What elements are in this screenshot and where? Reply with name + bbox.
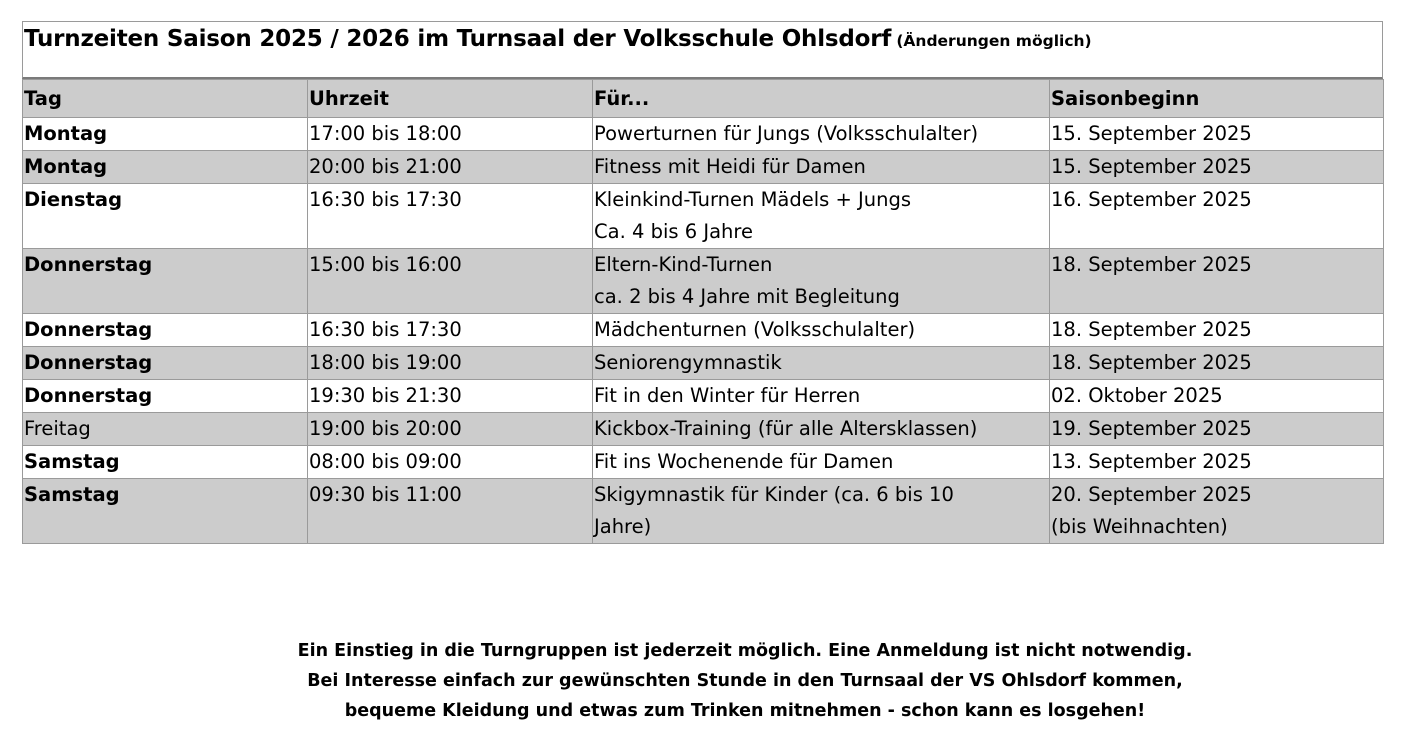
cell-fuer-line: Skigymnastik für Kinder (ca. 6 bis 10 bbox=[594, 483, 954, 506]
cell-tag: Donnerstag bbox=[23, 314, 308, 347]
cell-tag: Dienstag bbox=[23, 184, 308, 249]
cell-saisonbeginn bbox=[1050, 479, 1384, 544]
cell-tag: Donnerstag bbox=[23, 249, 308, 314]
cell-saisonbeginn-line: 18. September 2025 bbox=[1051, 253, 1252, 276]
cell-uhrzeit: 09:30 bis 11:00 bbox=[308, 479, 593, 544]
cell-tag: Donnerstag bbox=[23, 347, 308, 380]
cell-saisonbeginn bbox=[1050, 249, 1384, 314]
cell-saisonbeginn bbox=[1050, 184, 1384, 249]
cell-fuer bbox=[593, 151, 1050, 184]
cell-fuer-line: Fit in den Winter für Herren bbox=[594, 384, 861, 407]
cell-fuer-line: Powerturnen für Jungs (Volksschulalter) bbox=[594, 122, 979, 145]
cell-uhrzeit: 18:00 bis 19:00 bbox=[308, 347, 593, 380]
cell-fuer-line: Kleinkind-Turnen Mädels + Jungs bbox=[594, 188, 912, 211]
cell-saisonbeginn-line: 15. September 2025 bbox=[1051, 122, 1252, 145]
cell-uhrzeit: 20:00 bis 21:00 bbox=[308, 151, 593, 184]
cell-fuer bbox=[593, 380, 1050, 413]
cell-tag: Samstag bbox=[23, 479, 308, 544]
cell-fuer bbox=[593, 347, 1050, 380]
cell-saisonbeginn-line: 19. September 2025 bbox=[1051, 417, 1252, 440]
cell-saisonbeginn-line: 02. Oktober 2025 bbox=[1051, 384, 1223, 407]
cell-fuer-line: Jahre) bbox=[594, 515, 652, 538]
cell-uhrzeit: 16:30 bis 17:30 bbox=[308, 184, 593, 249]
cell-tag: Samstag bbox=[23, 446, 308, 479]
cell-tag: Montag bbox=[23, 151, 308, 184]
table-row bbox=[23, 314, 1384, 347]
schedule-sheet bbox=[22, 21, 1383, 544]
cell-saisonbeginn-line: 18. September 2025 bbox=[1051, 351, 1252, 374]
cell-saisonbeginn bbox=[1050, 118, 1384, 151]
footer-line: Bei Interesse einfach zur gewünschten Stunde in den Turnsaal der VS Ohlsdorf kommen, bbox=[307, 671, 1183, 691]
cell-fuer-line: Mädchenturnen (Volksschulalter) bbox=[594, 318, 916, 341]
footer-line: bequeme Kleidung und etwas zum Trinken mitnehmen - schon kann es losgehen! bbox=[344, 701, 1146, 721]
cell-fuer bbox=[593, 314, 1050, 347]
table-row bbox=[23, 413, 1384, 446]
cell-fuer bbox=[593, 413, 1050, 446]
footer-note bbox=[100, 636, 1390, 726]
table-row bbox=[23, 347, 1384, 380]
cell-fuer-line: Fit ins Wochenende für Damen bbox=[594, 450, 894, 473]
cell-saisonbeginn bbox=[1050, 446, 1384, 479]
cell-uhrzeit: 19:00 bis 20:00 bbox=[308, 413, 593, 446]
cell-saisonbeginn bbox=[1050, 347, 1384, 380]
cell-uhrzeit: 08:00 bis 09:00 bbox=[308, 446, 593, 479]
cell-saisonbeginn-line: 13. September 2025 bbox=[1051, 450, 1252, 473]
header-saisonbeginn: Saisonbeginn bbox=[1050, 80, 1384, 118]
cell-fuer bbox=[593, 118, 1050, 151]
cell-saisonbeginn-line: 20. September 2025 bbox=[1051, 483, 1252, 506]
header-fuer: Für... bbox=[593, 80, 1050, 118]
header-uhrzeit: Uhrzeit bbox=[308, 80, 593, 118]
schedule-table-body bbox=[23, 80, 1384, 544]
footer-line: Ein Einstieg in die Turngruppen ist jederzeit möglich. Eine Anmeldung ist nicht notwendig. bbox=[297, 641, 1193, 661]
cell-tag: Freitag bbox=[23, 413, 308, 446]
cell-saisonbeginn-line: 18. September 2025 bbox=[1051, 318, 1252, 341]
table-row bbox=[23, 249, 1384, 314]
cell-fuer-line: ca. 2 bis 4 Jahre mit Begleitung bbox=[594, 285, 900, 308]
cell-fuer-line: Fitness mit Heidi für Damen bbox=[594, 155, 866, 178]
page-title: Turnzeiten Saison 2025 / 2026 im Turnsaal der Volksschule Ohlsdorf bbox=[24, 26, 892, 52]
cell-tag: Donnerstag bbox=[23, 380, 308, 413]
cell-fuer bbox=[593, 249, 1050, 314]
cell-saisonbeginn-line: (bis Weihnachten) bbox=[1051, 515, 1228, 538]
cell-fuer-line: Eltern-Kind-Turnen bbox=[594, 253, 773, 276]
table-row bbox=[23, 118, 1384, 151]
cell-fuer-line: Seniorengymnastik bbox=[594, 351, 782, 374]
cell-fuer bbox=[593, 446, 1050, 479]
cell-saisonbeginn bbox=[1050, 380, 1384, 413]
cell-saisonbeginn-line: 16. September 2025 bbox=[1051, 188, 1252, 211]
cell-tag: Montag bbox=[23, 118, 308, 151]
cell-uhrzeit: 19:30 bis 21:30 bbox=[308, 380, 593, 413]
cell-fuer-line: Kickbox-Training (für alle Altersklassen) bbox=[594, 417, 978, 440]
title-box bbox=[22, 21, 1383, 79]
table-row bbox=[23, 479, 1384, 544]
cell-uhrzeit: 17:00 bis 18:00 bbox=[308, 118, 593, 151]
cell-saisonbeginn bbox=[1050, 314, 1384, 347]
cell-fuer-line: Ca. 4 bis 6 Jahre bbox=[594, 220, 753, 243]
schedule-table bbox=[22, 79, 1384, 544]
table-row bbox=[23, 446, 1384, 479]
header-tag: Tag bbox=[23, 80, 308, 118]
cell-uhrzeit: 16:30 bis 17:30 bbox=[308, 314, 593, 347]
table-row bbox=[23, 380, 1384, 413]
cell-fuer bbox=[593, 479, 1050, 544]
table-header-row bbox=[23, 80, 1384, 118]
cell-uhrzeit: 15:00 bis 16:00 bbox=[308, 249, 593, 314]
cell-saisonbeginn-line: 15. September 2025 bbox=[1051, 155, 1252, 178]
cell-fuer bbox=[593, 184, 1050, 249]
table-row bbox=[23, 184, 1384, 249]
cell-saisonbeginn bbox=[1050, 413, 1384, 446]
cell-saisonbeginn bbox=[1050, 151, 1384, 184]
title-note: (Änderungen möglich) bbox=[896, 32, 1092, 50]
table-row bbox=[23, 151, 1384, 184]
